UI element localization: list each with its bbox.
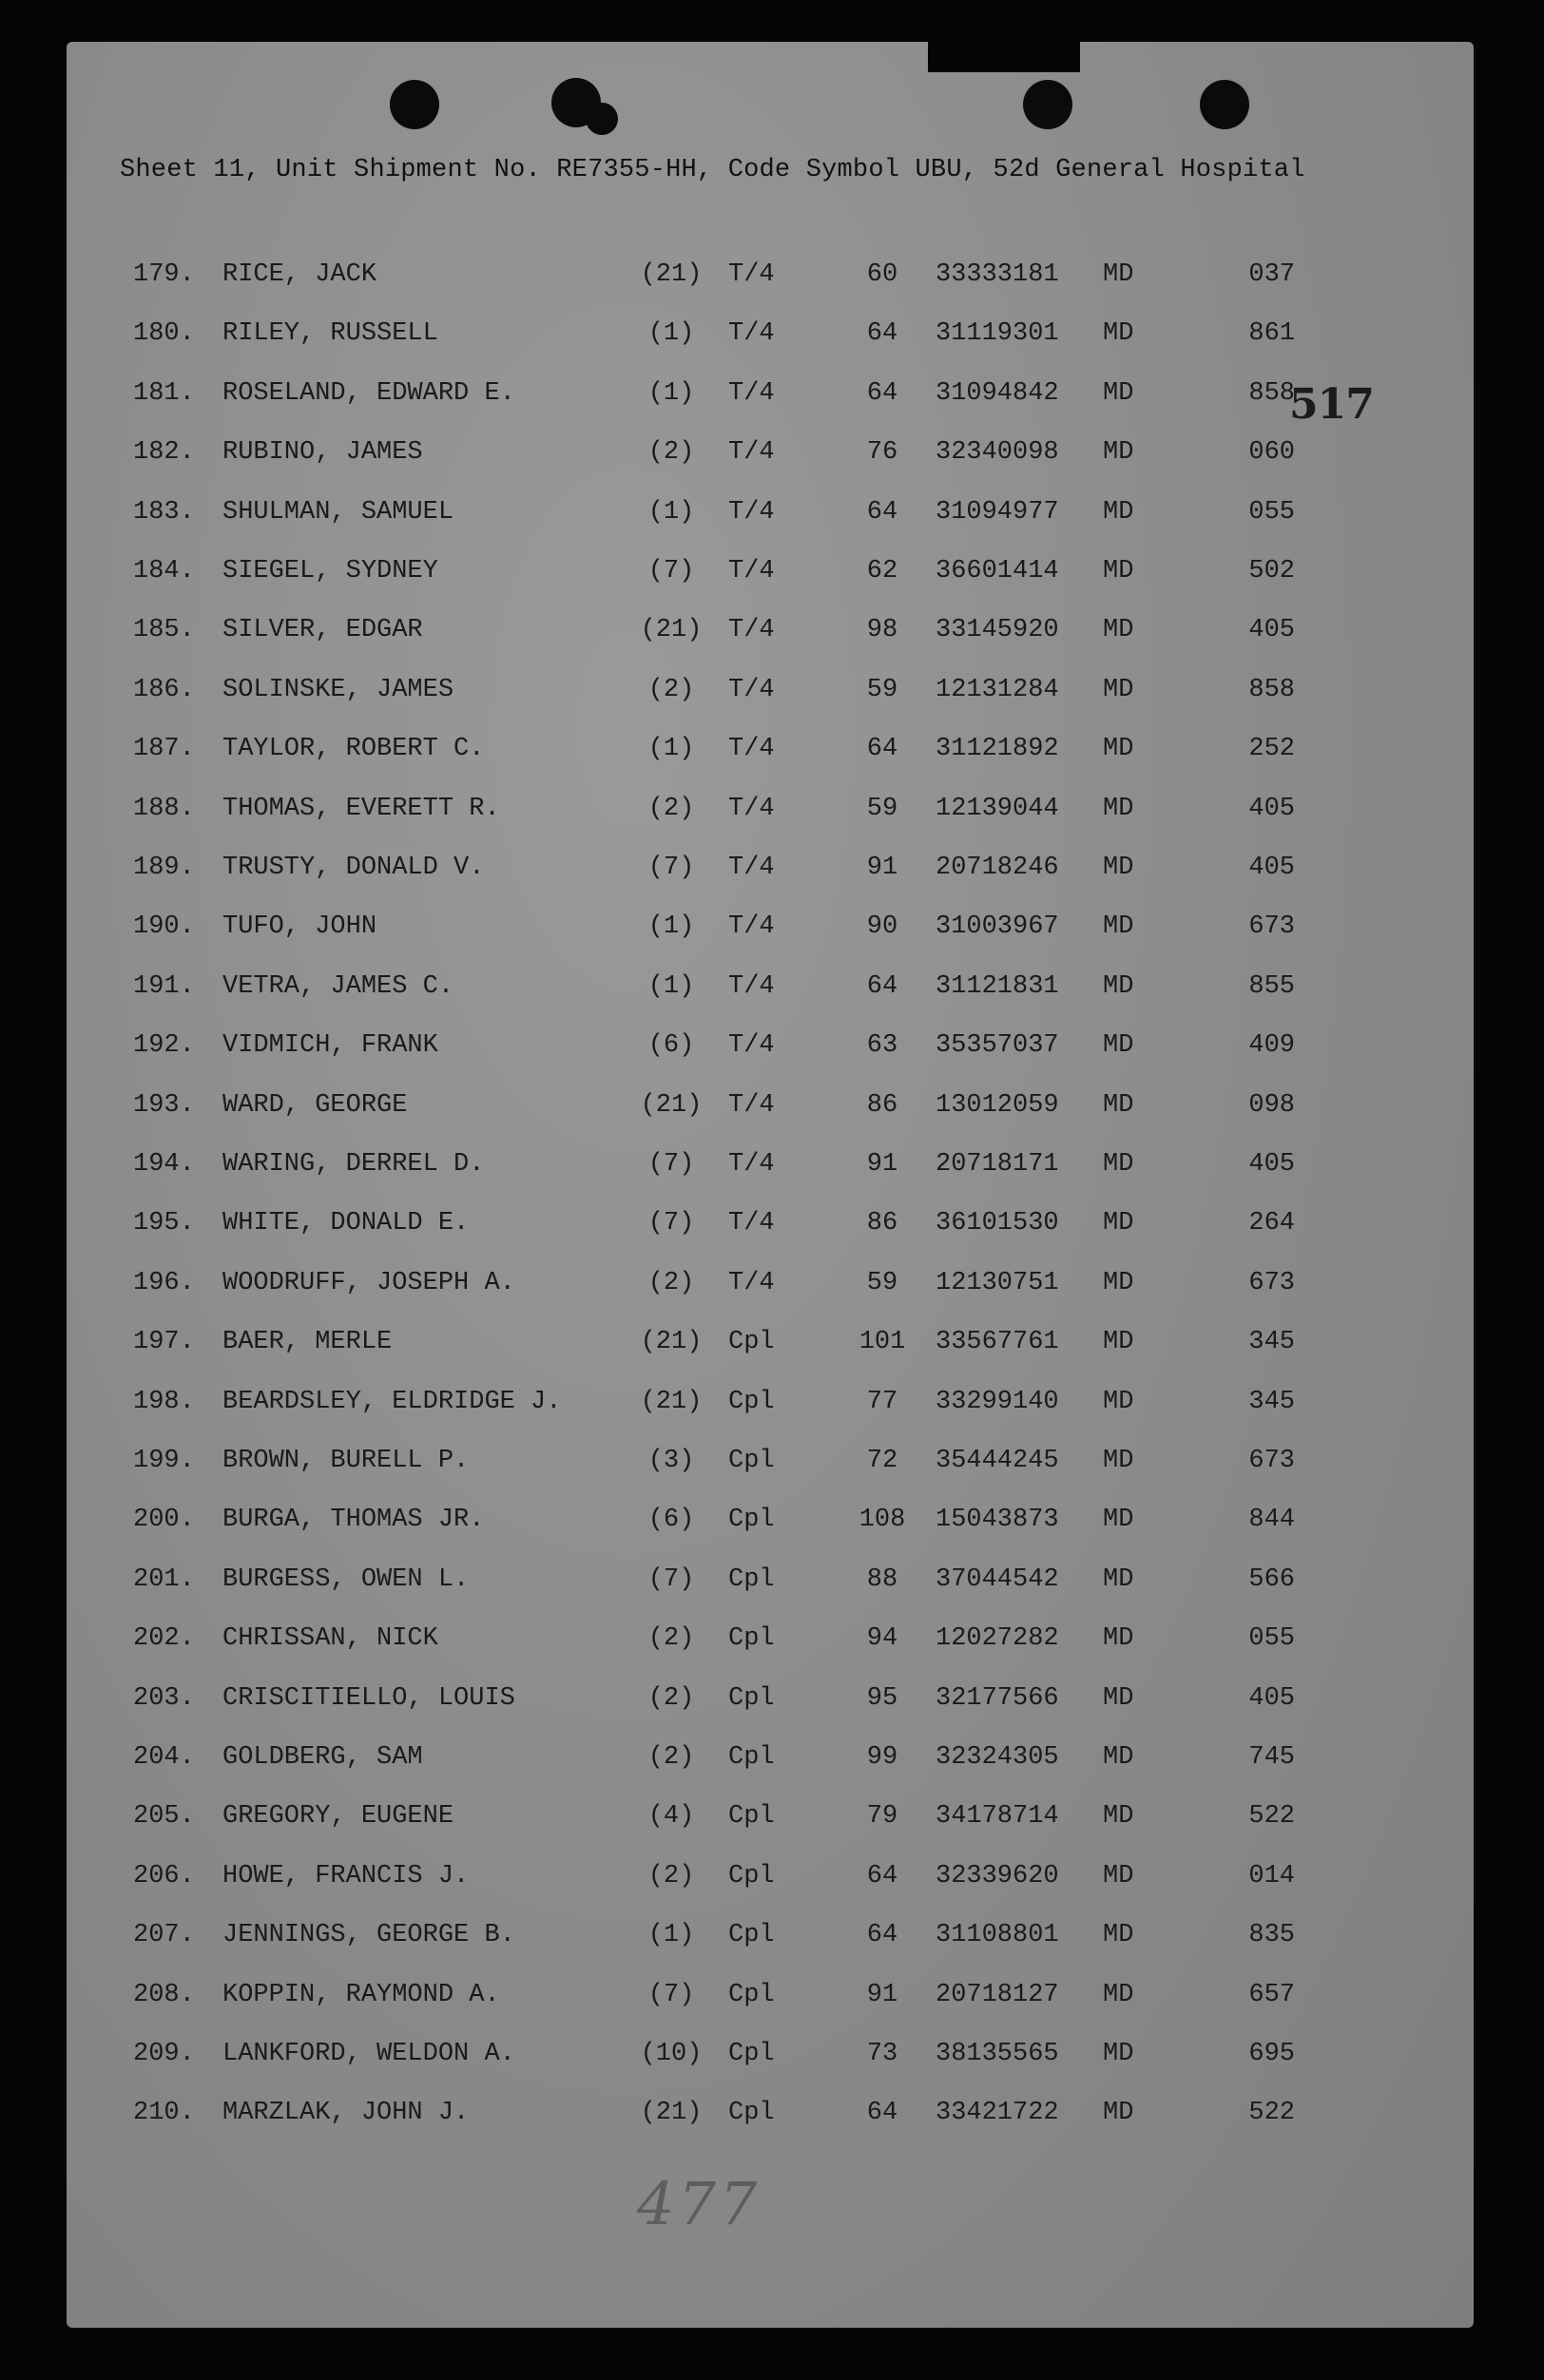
roster-row [0, 795, 1544, 833]
entry-code: 673 [1248, 1447, 1295, 1475]
entry-group: (1) [647, 1921, 695, 1950]
entry-code: 405 [1248, 1150, 1295, 1179]
entry-branch: MD [1103, 2040, 1134, 2068]
entry-mos: 86 [866, 1090, 898, 1120]
entry-group: (21) [640, 1387, 703, 1416]
entry-serial-number: 12131284 [936, 675, 1059, 704]
entry-name: BEARDSLEY, ELDRIDGE J. [222, 1387, 562, 1416]
entry-rank: Cpl [728, 1683, 775, 1713]
entry-mos: 64 [866, 971, 898, 1001]
entry-code: 405 [1248, 616, 1295, 645]
entry-branch: MD [1103, 735, 1134, 764]
entry-serial-number: 32177566 [936, 1683, 1059, 1713]
roster-row [0, 1624, 1544, 1662]
entry-serial-number: 36101530 [936, 1209, 1059, 1238]
entry-branch: MD [1103, 378, 1134, 408]
sheet-header: Sheet 11, Unit Shipment No. RE7355-HH, Code Symbol UBU, 52d General Hospital [120, 156, 1305, 184]
roster-row [0, 2040, 1544, 2078]
roster-row [0, 972, 1544, 1010]
entry-branch: MD [1103, 1564, 1134, 1594]
entry-group: (2) [647, 1624, 695, 1654]
entry-branch: MD [1103, 1506, 1134, 1535]
entry-branch: MD [1103, 1328, 1134, 1357]
entry-branch: MD [1103, 1387, 1134, 1416]
entry-number: 197. [133, 1328, 195, 1357]
entry-code: 522 [1248, 2099, 1295, 2128]
entry-code: 405 [1248, 794, 1295, 823]
entry-name: HOWE, FRANCIS J. [222, 1861, 470, 1891]
entry-serial-number: 31094842 [936, 378, 1059, 408]
entry-group: (1) [647, 735, 695, 764]
entry-number: 193. [133, 1090, 195, 1120]
entry-rank: T/4 [728, 1150, 775, 1179]
entry-serial-number: 12027282 [936, 1624, 1059, 1654]
entry-group: (7) [647, 1980, 695, 2009]
entry-rank: Cpl [728, 1564, 775, 1594]
entry-mos: 98 [866, 616, 898, 645]
entry-serial-number: 33299140 [936, 1387, 1059, 1416]
entry-branch: MD [1103, 854, 1134, 882]
entry-branch: MD [1103, 1031, 1134, 1061]
entry-group: (1) [647, 319, 695, 349]
roster-row [0, 1388, 1544, 1426]
roster-row [0, 557, 1544, 595]
entry-mos: 101 [859, 1328, 906, 1357]
entry-name: THOMAS, EVERETT R. [222, 794, 500, 823]
entry-name: RUBINO, JAMES [222, 438, 423, 468]
entry-number: 182. [133, 438, 195, 468]
entry-group: (7) [647, 854, 695, 882]
roster-row [0, 1269, 1544, 1307]
entry-rank: T/4 [728, 794, 775, 823]
entry-rank: T/4 [728, 971, 775, 1001]
entry-mos: 64 [866, 2099, 898, 2128]
entry-group: (21) [640, 616, 703, 645]
entry-code: 345 [1248, 1328, 1295, 1357]
entry-rank: Cpl [728, 1743, 775, 1772]
entry-mos: 91 [866, 854, 898, 882]
entry-code: 695 [1248, 2040, 1295, 2068]
entry-rank: Cpl [728, 1802, 775, 1832]
entry-branch: MD [1103, 616, 1134, 645]
entry-group: (21) [640, 2099, 703, 2128]
entry-branch: MD [1103, 1980, 1134, 2009]
entry-group: (21) [640, 260, 703, 289]
entry-name: WHITE, DONALD E. [222, 1209, 470, 1238]
entry-mos: 73 [866, 2040, 898, 2068]
entry-rank: T/4 [728, 438, 775, 468]
entry-code: 861 [1248, 319, 1295, 349]
entry-rank: T/4 [728, 1209, 775, 1238]
entry-name: SHULMAN, SAMUEL [222, 497, 454, 527]
entry-number: 192. [133, 1031, 195, 1061]
entry-branch: MD [1103, 1683, 1134, 1713]
roster-row [0, 676, 1544, 714]
entry-branch: MD [1103, 971, 1134, 1001]
entry-mos: 59 [866, 794, 898, 823]
entry-rank: Cpl [728, 1624, 775, 1654]
entry-serial-number: 38135565 [936, 2040, 1059, 2068]
entry-code: 844 [1248, 1506, 1295, 1535]
entry-serial-number: 15043873 [936, 1506, 1059, 1535]
entry-serial-number: 34178714 [936, 1802, 1059, 1832]
entry-number: 187. [133, 735, 195, 764]
entry-branch: MD [1103, 1802, 1134, 1832]
entry-group: (2) [647, 675, 695, 704]
entry-rank: Cpl [728, 2040, 775, 2068]
entry-branch: MD [1103, 1921, 1134, 1950]
roster-row [0, 735, 1544, 773]
entry-serial-number: 20718127 [936, 1980, 1059, 2009]
entry-number: 185. [133, 616, 195, 645]
entry-group: (2) [647, 1743, 695, 1772]
roster-row [0, 379, 1544, 417]
entry-number: 195. [133, 1209, 195, 1238]
roster-row [0, 1684, 1544, 1722]
entry-mos: 64 [866, 319, 898, 349]
entry-name: KOPPIN, RAYMOND A. [222, 1980, 500, 2009]
entry-mos: 64 [866, 735, 898, 764]
entry-group: (2) [647, 1861, 695, 1891]
entry-mos: 90 [866, 912, 898, 942]
roster-row [0, 1150, 1544, 1188]
entry-rank: Cpl [728, 1447, 775, 1475]
roster-row [0, 1743, 1544, 1781]
entry-name: ROSELAND, EDWARD E. [222, 378, 515, 408]
entry-branch: MD [1103, 319, 1134, 349]
entry-code: 055 [1248, 497, 1295, 527]
entry-group: (2) [647, 794, 695, 823]
roster-row [0, 1981, 1544, 2019]
entry-rank: T/4 [728, 854, 775, 882]
entry-serial-number: 32324305 [936, 1743, 1059, 1772]
entry-number: 208. [133, 1980, 195, 2009]
entry-rank: T/4 [728, 378, 775, 408]
entry-code: 405 [1248, 854, 1295, 882]
roster-row [0, 438, 1544, 476]
entry-mos: 108 [859, 1506, 906, 1535]
entry-group: (3) [647, 1447, 695, 1475]
entry-mos: 62 [866, 557, 898, 585]
entry-group: (1) [647, 378, 695, 408]
entry-branch: MD [1103, 1150, 1134, 1179]
entry-serial-number: 31108801 [936, 1921, 1059, 1950]
entry-name: RILEY, RUSSELL [222, 319, 438, 349]
entry-code: 657 [1248, 1980, 1295, 2009]
roster-row [0, 854, 1544, 892]
entry-mos: 64 [866, 1861, 898, 1891]
roster-row [0, 1862, 1544, 1900]
entry-rank: T/4 [728, 1090, 775, 1120]
entry-serial-number: 33145920 [936, 616, 1059, 645]
entry-rank: Cpl [728, 2099, 775, 2128]
entry-code: 037 [1248, 260, 1295, 289]
entry-rank: Cpl [728, 1328, 775, 1357]
entry-name: BURGA, THOMAS JR. [222, 1506, 485, 1535]
entry-code: 566 [1248, 1564, 1295, 1594]
entry-name: MARZLAK, JOHN J. [222, 2099, 470, 2128]
roster-row [0, 912, 1544, 950]
entry-rank: T/4 [728, 260, 775, 289]
entry-branch: MD [1103, 1624, 1134, 1654]
entry-name: VETRA, JAMES C. [222, 971, 454, 1001]
entry-code: 522 [1248, 1802, 1295, 1832]
entry-name: BURGESS, OWEN L. [222, 1564, 470, 1594]
entry-rank: T/4 [728, 1031, 775, 1061]
roster-row [0, 616, 1544, 654]
roster-row [0, 260, 1544, 298]
entry-code: 409 [1248, 1031, 1295, 1061]
entry-serial-number: 35444245 [936, 1447, 1059, 1475]
entry-name: GOLDBERG, SAM [222, 1743, 423, 1772]
entry-group: (6) [647, 1031, 695, 1061]
entry-name: SOLINSKE, JAMES [222, 675, 454, 704]
entry-branch: MD [1103, 557, 1134, 585]
entry-number: 186. [133, 675, 195, 704]
roster-row [0, 2099, 1544, 2137]
roster-row [0, 1031, 1544, 1069]
entry-number: 194. [133, 1150, 195, 1179]
entry-code: 405 [1248, 1683, 1295, 1713]
entry-group: (4) [647, 1802, 695, 1832]
entry-rank: T/4 [728, 675, 775, 704]
roster-row [0, 1565, 1544, 1603]
entry-mos: 94 [866, 1624, 898, 1654]
entry-code: 673 [1248, 912, 1295, 942]
entry-code: 835 [1248, 1921, 1295, 1950]
entry-name: TRUSTY, DONALD V. [222, 854, 485, 882]
entry-serial-number: 12130751 [936, 1268, 1059, 1297]
entry-mos: 63 [866, 1031, 898, 1061]
entry-branch: MD [1103, 1447, 1134, 1475]
entry-serial-number: 32339620 [936, 1861, 1059, 1891]
entry-mos: 91 [866, 1980, 898, 2009]
entry-name: CRISCITIELLO, LOUIS [222, 1683, 515, 1713]
entry-rank: T/4 [728, 912, 775, 942]
entry-mos: 64 [866, 1921, 898, 1950]
roster-row [0, 1802, 1544, 1840]
entry-mos: 59 [866, 675, 898, 704]
entry-mos: 76 [866, 438, 898, 468]
entry-mos: 72 [866, 1447, 898, 1475]
entry-group: (21) [640, 1090, 703, 1120]
entry-branch: MD [1103, 1090, 1134, 1120]
entry-mos: 88 [866, 1564, 898, 1594]
entry-serial-number: 20718171 [936, 1150, 1059, 1179]
entry-serial-number: 31119301 [936, 319, 1059, 349]
entry-serial-number: 31094977 [936, 497, 1059, 527]
entry-code: 855 [1248, 971, 1295, 1001]
entry-name: BROWN, BURELL P. [222, 1447, 470, 1475]
roster-row [0, 1209, 1544, 1247]
entry-code: 014 [1248, 1861, 1295, 1891]
entry-code: 060 [1248, 438, 1295, 468]
entry-name: SIEGEL, SYDNEY [222, 557, 438, 585]
entry-number: 206. [133, 1861, 195, 1891]
entry-group: (10) [640, 2040, 703, 2068]
entry-name: GREGORY, EUGENE [222, 1802, 454, 1832]
entry-number: 179. [133, 260, 195, 289]
entry-name: TAYLOR, ROBERT C. [222, 735, 485, 764]
entry-serial-number: 37044542 [936, 1564, 1059, 1594]
entry-rank: T/4 [728, 1268, 775, 1297]
entry-code: 252 [1248, 735, 1295, 764]
entry-group: (1) [647, 497, 695, 527]
entry-name: VIDMICH, FRANK [222, 1031, 438, 1061]
entry-code: 345 [1248, 1387, 1295, 1416]
entry-branch: MD [1103, 1209, 1134, 1238]
entry-rank: Cpl [728, 1861, 775, 1891]
entry-group: (7) [647, 1209, 695, 1238]
entry-name: JENNINGS, GEORGE B. [222, 1921, 515, 1950]
entry-number: 209. [133, 2040, 195, 2068]
roster-row [0, 319, 1544, 357]
entry-name: CHRISSAN, NICK [222, 1624, 438, 1654]
entry-code: 858 [1248, 378, 1295, 408]
entry-name: RICE, JACK [222, 260, 377, 289]
entry-number: 207. [133, 1921, 195, 1950]
entry-number: 201. [133, 1564, 195, 1594]
roster-row [0, 498, 1544, 536]
entry-rank: Cpl [728, 1387, 775, 1416]
entry-serial-number: 31003967 [936, 912, 1059, 942]
entry-branch: MD [1103, 260, 1134, 289]
entry-branch: MD [1103, 1743, 1134, 1772]
roster-row [0, 1447, 1544, 1485]
entry-branch: MD [1103, 1861, 1134, 1891]
entry-number: 189. [133, 854, 195, 882]
entry-serial-number: 31121831 [936, 971, 1059, 1001]
entry-number: 181. [133, 378, 195, 408]
handwritten-note: 477 [637, 2169, 762, 2238]
entry-serial-number: 35357037 [936, 1031, 1059, 1061]
entry-mos: 77 [866, 1387, 898, 1416]
entry-rank: Cpl [728, 1506, 775, 1535]
entry-rank: T/4 [728, 319, 775, 349]
entry-branch: MD [1103, 794, 1134, 823]
entry-mos: 95 [866, 1683, 898, 1713]
entry-group: (1) [647, 912, 695, 942]
entry-mos: 79 [866, 1802, 898, 1832]
entry-number: 204. [133, 1743, 195, 1772]
entry-code: 264 [1248, 1209, 1295, 1238]
entry-serial-number: 36601414 [936, 557, 1059, 585]
entry-code: 055 [1248, 1624, 1295, 1654]
entry-group: (2) [647, 1268, 695, 1297]
entry-serial-number: 33421722 [936, 2099, 1059, 2128]
entry-branch: MD [1103, 1268, 1134, 1297]
entry-rank: Cpl [728, 1921, 775, 1950]
entry-code: 673 [1248, 1268, 1295, 1297]
entry-group: (7) [647, 557, 695, 585]
entry-group: (2) [647, 438, 695, 468]
entry-mos: 99 [866, 1743, 898, 1772]
entry-number: 202. [133, 1624, 195, 1654]
entry-serial-number: 20718246 [936, 854, 1059, 882]
entry-number: 203. [133, 1683, 195, 1713]
entry-rank: T/4 [728, 557, 775, 585]
entry-branch: MD [1103, 2099, 1134, 2128]
entry-rank: Cpl [728, 1980, 775, 2009]
entry-code: 858 [1248, 675, 1295, 704]
entry-group: (7) [647, 1564, 695, 1594]
entry-branch: MD [1103, 675, 1134, 704]
entry-number: 188. [133, 794, 195, 823]
entry-code: 502 [1248, 557, 1295, 585]
roster-row [0, 1091, 1544, 1129]
entry-name: WOODRUFF, JOSEPH A. [222, 1268, 515, 1297]
entry-serial-number: 33333181 [936, 260, 1059, 289]
entry-serial-number: 13012059 [936, 1090, 1059, 1120]
entry-rank: T/4 [728, 735, 775, 764]
entry-mos: 91 [866, 1150, 898, 1179]
roster-row [0, 1328, 1544, 1366]
entry-group: (6) [647, 1506, 695, 1535]
entry-number: 190. [133, 912, 195, 942]
entry-group: (1) [647, 971, 695, 1001]
page-stamp-number: 517 [1289, 380, 1374, 429]
entry-number: 205. [133, 1802, 195, 1832]
entry-group: (7) [647, 1150, 695, 1179]
entry-mos: 64 [866, 378, 898, 408]
entry-rank: T/4 [728, 616, 775, 645]
entry-branch: MD [1103, 497, 1134, 527]
entry-serial-number: 31121892 [936, 735, 1059, 764]
entry-group: (21) [640, 1328, 703, 1357]
entry-branch: MD [1103, 438, 1134, 468]
entry-serial-number: 12139044 [936, 794, 1059, 823]
entry-name: LANKFORD, WELDON A. [222, 2040, 515, 2068]
entry-mos: 60 [866, 260, 898, 289]
entry-number: 184. [133, 557, 195, 585]
entry-code: 745 [1248, 1743, 1295, 1772]
entry-mos: 59 [866, 1268, 898, 1297]
entry-code: 098 [1248, 1090, 1295, 1120]
entry-number: 199. [133, 1447, 195, 1475]
entry-number: 183. [133, 497, 195, 527]
entry-number: 180. [133, 319, 195, 349]
entry-branch: MD [1103, 912, 1134, 942]
roster-row [0, 1921, 1544, 1959]
entry-name: SILVER, EDGAR [222, 616, 423, 645]
entry-number: 191. [133, 971, 195, 1001]
entry-name: TUFO, JOHN [222, 912, 377, 942]
entry-group: (2) [647, 1683, 695, 1713]
entry-name: WARING, DERREL D. [222, 1150, 485, 1179]
entry-number: 200. [133, 1506, 195, 1535]
entry-serial-number: 32340098 [936, 438, 1059, 468]
entry-number: 198. [133, 1387, 195, 1416]
entry-mos: 86 [866, 1209, 898, 1238]
entry-number: 210. [133, 2099, 195, 2128]
entry-number: 196. [133, 1268, 195, 1297]
entry-mos: 64 [866, 497, 898, 527]
entry-name: WARD, GEORGE [222, 1090, 408, 1120]
entry-serial-number: 33567761 [936, 1328, 1059, 1357]
entry-name: BAER, MERLE [222, 1328, 393, 1357]
roster-row [0, 1506, 1544, 1544]
entry-rank: T/4 [728, 497, 775, 527]
